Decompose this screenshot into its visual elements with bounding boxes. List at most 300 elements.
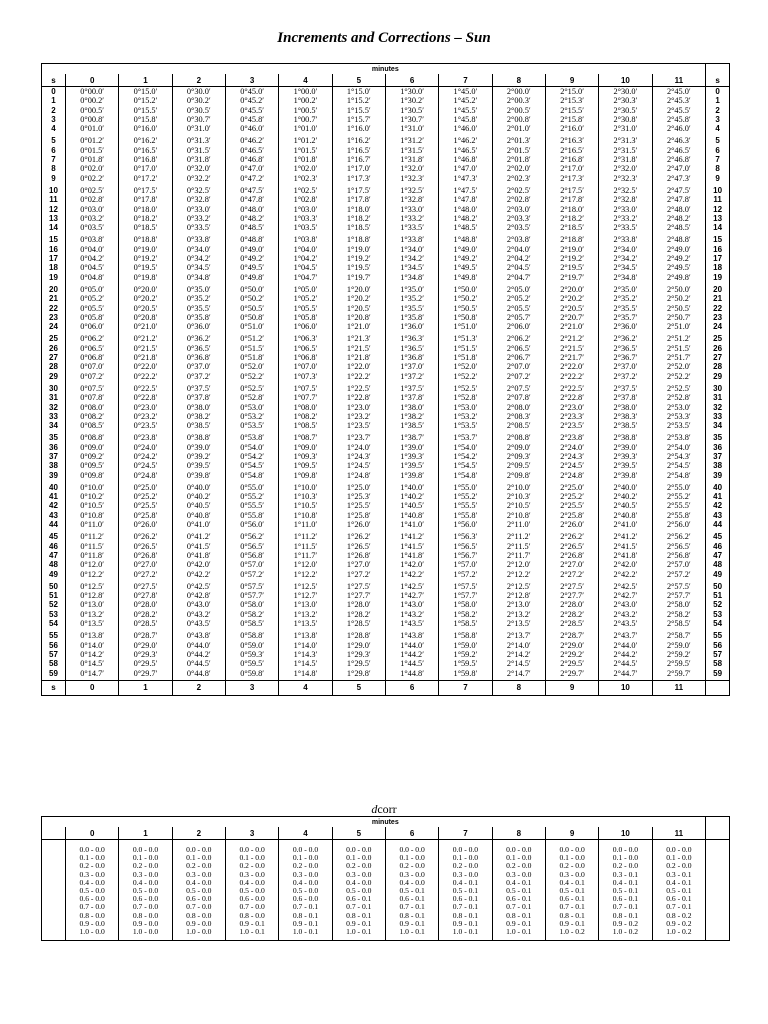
increment-cell: 0°59.8′: [225, 669, 278, 681]
table-row: [42, 313, 730, 322]
increment-cell: 2°22.2′: [545, 372, 598, 381]
table-row: [42, 322, 730, 331]
seconds-cell: 41: [49, 492, 58, 502]
increment-cell: 1°21.5′: [332, 344, 385, 353]
increment-cell: 0°55.5′: [225, 501, 278, 510]
increment-cell: 2°54.3′: [652, 452, 705, 461]
increment-cell: 2°40.5′: [599, 501, 652, 510]
increment-cell: 1°38.0′: [385, 403, 438, 412]
correction-cell: 0.7 - 0.0: [66, 903, 119, 911]
minutes-label: minutes: [371, 65, 399, 73]
correction-cell: 0.3 - 0.0: [545, 871, 598, 879]
increment-cell: 0°37.5′: [172, 381, 225, 393]
increment-cell: 0°30.7′: [172, 115, 225, 124]
seconds-cell: 48: [49, 560, 58, 570]
increment-cell: 1°21.3′: [332, 331, 385, 343]
increment-cell: 2°19.5′: [545, 263, 598, 272]
correction-cell: 0.7 - 0.0: [225, 903, 278, 911]
increment-cell: 2°20.5′: [545, 304, 598, 313]
increment-cell: 2°46.5′: [652, 146, 705, 155]
increment-cell: 2°41.0′: [599, 520, 652, 529]
increment-cell: 2°06.2′: [492, 331, 545, 343]
correction-cell: 0.8 - 0.0: [172, 912, 225, 920]
increment-cell: 0°11.2′: [66, 529, 119, 541]
table-row: [42, 669, 730, 681]
increment-cell: 0°19.0′: [119, 245, 172, 254]
increment-cell: 1°00.7′: [279, 115, 332, 124]
increment-cell: 0°12.5′: [66, 579, 119, 591]
increment-cell: 2°24.3′: [545, 452, 598, 461]
increment-cell: 0°39.0′: [172, 443, 225, 452]
increment-cell: 1°28.2′: [332, 610, 385, 619]
increment-cell: 1°30.2′: [385, 96, 438, 105]
increment-cell: 1°59.2′: [439, 650, 492, 659]
increment-cell: 2°14.0′: [492, 641, 545, 650]
correction-cell: 0.8 - 0.1: [599, 912, 652, 920]
correction-cell: 0.1 - 0.0: [439, 854, 492, 862]
increment-cell: 1°32.3′: [385, 174, 438, 183]
increment-cell: 2°36.5′: [599, 344, 652, 353]
increment-cell: 2°05.0′: [492, 282, 545, 294]
table-row: [42, 304, 730, 313]
minute-column-header: 0: [66, 680, 119, 695]
seconds-cell: 12: [49, 204, 58, 214]
increment-cell: 1°25.0′: [332, 480, 385, 492]
seconds-cell: 6: [706, 146, 730, 155]
increment-cell: 1°58.8′: [439, 628, 492, 640]
increment-cell: 0°26.8′: [119, 551, 172, 560]
increment-cell: 0°05.5′: [66, 304, 119, 313]
increment-cell: 0°57.0′: [225, 560, 278, 569]
increment-cell: 2°55.0′: [652, 480, 705, 492]
minute-column-header: 2: [172, 827, 225, 840]
increment-cell: 2°11.7′: [492, 551, 545, 560]
increment-cell: 2°17.0′: [545, 164, 598, 173]
increment-cell: 0°07.8′: [66, 393, 119, 402]
increment-cell: 1°40.2′: [385, 492, 438, 501]
increment-cell: 0°27.8′: [119, 591, 172, 600]
increment-cell: 2°42.5′: [599, 579, 652, 591]
increment-cell: 1°58.5′: [439, 619, 492, 628]
correction-cell: 0.2 - 0.0: [172, 862, 225, 870]
correction-cell: 0.8 - 0.0: [66, 912, 119, 920]
table-row: [42, 443, 730, 452]
table-row: [42, 492, 730, 501]
increment-cell: 1°54.5′: [439, 461, 492, 470]
increment-cell: 0°29.3′: [119, 650, 172, 659]
increment-cell: 2°12.0′: [492, 560, 545, 569]
increment-cell: 2°55.8′: [652, 511, 705, 520]
dcorr-heading-rest: corr: [377, 802, 397, 816]
increment-cell: 1°53.0′: [439, 403, 492, 412]
table-row: [42, 895, 730, 903]
increment-cell: 1°35.2′: [385, 294, 438, 303]
correction-cell: 1.0 - 0.0: [66, 928, 119, 941]
increment-cell: 2°14.2′: [492, 650, 545, 659]
seconds-cell: 12: [706, 205, 730, 214]
correction-cell: 0.4 - 0.0: [172, 879, 225, 887]
increment-cell: 2°55.5′: [652, 501, 705, 510]
increment-cell: 2°08.8′: [492, 430, 545, 442]
increment-cell: 0°48.2′: [225, 214, 278, 223]
increment-cell: 1°53.5′: [439, 421, 492, 430]
increment-cell: 0°24.8′: [119, 471, 172, 480]
seconds-cell: 11: [706, 195, 730, 204]
increment-cell: 2°20.0′: [545, 282, 598, 294]
increment-cell: 1°11.7′: [279, 551, 332, 560]
seconds-cell: 18: [706, 263, 730, 272]
header-spacer: [706, 817, 730, 828]
increment-cell: 2°45.0′: [652, 87, 705, 97]
increment-cell: 2°45.8′: [652, 115, 705, 124]
correction-cell: 0.7 - 0.1: [492, 903, 545, 911]
increment-cell: 0°04.2′: [66, 254, 119, 263]
correction-cell: 0.5 - 0.1: [599, 887, 652, 895]
increment-cell: 0°29.0′: [119, 641, 172, 650]
seconds-cell: 45: [706, 529, 730, 541]
increment-cell: 2°14.5′: [492, 659, 545, 668]
corr-side-cell: [706, 862, 730, 870]
minute-column-header: 5: [332, 74, 385, 87]
seconds-cell: 34: [706, 421, 730, 430]
increment-cell: 2°17.5′: [545, 183, 598, 195]
increment-cell: 0°29.7′: [119, 669, 172, 681]
increment-cell: 2°47.3′: [652, 174, 705, 183]
seconds-cell: 35: [706, 430, 730, 442]
increment-cell: 0°49.0′: [225, 245, 278, 254]
increment-cell: 0°23.0′: [119, 403, 172, 412]
increment-cell: 0°44.5′: [172, 659, 225, 668]
seconds-cell: 28: [49, 362, 58, 372]
increment-cell: 2°53.8′: [652, 430, 705, 442]
increment-cell: 1°10.5′: [279, 501, 332, 510]
increment-cell: 1°46.0′: [439, 124, 492, 133]
increment-cell: 0°56.5′: [225, 542, 278, 551]
increment-cell: 2°33.5′: [599, 223, 652, 232]
increment-cell: 2°45.3′: [652, 96, 705, 105]
table-row: [42, 920, 730, 928]
increment-cell: 0°44.8′: [172, 669, 225, 681]
increment-cell: 2°26.8′: [545, 551, 598, 560]
seconds-cell: 29: [706, 372, 730, 381]
increment-cell: 2°50.5′: [652, 304, 705, 313]
increment-cell: 1°13.8′: [279, 628, 332, 640]
increment-cell: 2°38.5′: [599, 421, 652, 430]
seconds-cell: 3: [706, 115, 730, 124]
correction-cell: 0.1 - 0.0: [225, 854, 278, 862]
correction-cell: 0.0 - 0.0: [385, 840, 438, 855]
increment-cell: 1°29.8′: [332, 669, 385, 681]
corr-side-cell: [706, 895, 730, 903]
seconds-cell: 26: [706, 344, 730, 353]
increment-cell: 0°22.5′: [119, 381, 172, 393]
correction-cell: 1.0 - 0.1: [225, 928, 278, 941]
increment-cell: 0°10.8′: [66, 511, 119, 520]
increment-cell: 1°52.8′: [439, 393, 492, 402]
corr-side-cell: [42, 920, 66, 928]
increment-cell: 2°31.0′: [599, 124, 652, 133]
increment-cell: 1°27.2′: [332, 570, 385, 579]
increment-cell: 0°52.5′: [225, 381, 278, 393]
increment-cell: 0°49.8′: [225, 273, 278, 282]
increment-cell: 1°49.0′: [439, 245, 492, 254]
seconds-cell: 5: [706, 133, 730, 145]
increment-cell: 2°25.8′: [545, 511, 598, 520]
increment-cell: 0°45.8′: [225, 115, 278, 124]
correction-cell: 0.6 - 0.1: [492, 895, 545, 903]
table-row: [42, 452, 730, 461]
increment-cell: 1°43.2′: [385, 610, 438, 619]
increment-cell: 1°50.2′: [439, 294, 492, 303]
increment-cell: 0°41.5′: [172, 542, 225, 551]
increment-cell: 0°35.8′: [172, 313, 225, 322]
minute-column-header: 0: [66, 74, 119, 87]
increment-cell: 2°06.0′: [492, 322, 545, 331]
increment-cell: 0°52.8′: [225, 393, 278, 402]
increment-cell: 1°44.0′: [385, 641, 438, 650]
increment-cell: 2°57.2′: [652, 570, 705, 579]
increment-cell: 1°15.0′: [332, 87, 385, 97]
increment-cell: 2°03.0′: [492, 205, 545, 214]
increment-cell: 2°41.8′: [599, 551, 652, 560]
increment-cell: 1°59.5′: [439, 659, 492, 668]
increment-cell: 1°34.0′: [385, 245, 438, 254]
minute-column-header: 9: [545, 74, 598, 87]
increment-cell: 1°54.0′: [439, 443, 492, 452]
seconds-cell: 9: [51, 173, 56, 183]
seconds-cell: 40: [706, 480, 730, 492]
increment-cell: 2°44.0′: [599, 641, 652, 650]
increment-cell: 0°13.0′: [66, 600, 119, 609]
increment-cell: 1°36.5′: [385, 344, 438, 353]
increment-cell: 2°33.2′: [599, 214, 652, 223]
increment-cell: 1°07.7′: [279, 393, 332, 402]
increment-cell: 0°27.2′: [119, 570, 172, 579]
increment-cell: 1°25.3′: [332, 492, 385, 501]
table-row: [42, 471, 730, 480]
corr-side-cell: [706, 840, 730, 855]
correction-cell: 0.0 - 0.0: [545, 840, 598, 855]
correction-cell: 0.7 - 0.1: [332, 903, 385, 911]
increment-cell: 2°33.0′: [599, 205, 652, 214]
correction-cell: 0.8 - 0.1: [545, 912, 598, 920]
seconds-cell: 51: [49, 591, 58, 601]
increment-cell: 2°37.0′: [599, 362, 652, 371]
increment-cell: 1°58.0′: [439, 600, 492, 609]
seconds-cell: 44: [706, 520, 730, 529]
correction-cell: 0.5 - 0.0: [119, 887, 172, 895]
correction-cell: 0.1 - 0.0: [492, 854, 545, 862]
increment-cell: 0°10.5′: [66, 501, 119, 510]
seconds-cell: 32: [49, 402, 58, 412]
increment-cell: 2°24.5′: [545, 461, 598, 470]
increment-cell: 2°20.2′: [545, 294, 598, 303]
increment-cell: 2°23.5′: [545, 421, 598, 430]
increment-cell: 0°15.2′: [119, 96, 172, 105]
increment-cell: 0°51.0′: [225, 322, 278, 331]
increment-cell: 2°46.3′: [652, 133, 705, 145]
increment-cell: 0°40.8′: [172, 511, 225, 520]
correction-cell: 0.2 - 0.0: [332, 862, 385, 870]
seconds-cell: 52: [706, 600, 730, 609]
increment-cell: 2°56.0′: [652, 520, 705, 529]
increment-cell: 0°14.0′: [66, 641, 119, 650]
increment-cell: 0°37.8′: [172, 393, 225, 402]
increment-cell: 0°33.5′: [172, 223, 225, 232]
increment-cell: 0°42.2′: [172, 570, 225, 579]
increment-cell: 2°23.0′: [545, 403, 598, 412]
seconds-cell: 37: [706, 452, 730, 461]
increment-cell: 0°39.2′: [172, 452, 225, 461]
increment-cell: 2°43.7′: [599, 628, 652, 640]
increment-cell: 2°06.5′: [492, 344, 545, 353]
correction-cell: 0.9 - 0.2: [652, 920, 705, 928]
correction-cell: 0.7 - 0.1: [439, 903, 492, 911]
increment-cell: 0°49.5′: [225, 263, 278, 272]
increment-cell: 1°37.5′: [385, 381, 438, 393]
increment-cell: 1°01.2′: [279, 133, 332, 145]
correction-cell: 0.0 - 0.0: [279, 840, 332, 855]
increment-cell: 2°19.7′: [545, 273, 598, 282]
increment-cell: 0°12.2′: [66, 570, 119, 579]
increment-cell: 1°57.0′: [439, 560, 492, 569]
increment-cell: 2°48.5′: [652, 223, 705, 232]
increment-cell: 2°09.3′: [492, 452, 545, 461]
seconds-header: s: [42, 74, 66, 87]
increment-cell: 0°25.8′: [119, 511, 172, 520]
minute-column-header: 10: [599, 680, 652, 695]
increment-cell: 0°27.5′: [119, 579, 172, 591]
increment-cell: 1°34.5′: [385, 263, 438, 272]
correction-cell: 0.4 - 0.0: [332, 879, 385, 887]
seconds-cell: 3: [51, 114, 56, 124]
table-row: [42, 372, 730, 381]
table-row: [42, 87, 730, 97]
correction-cell: 0.9 - 0.1: [492, 920, 545, 928]
increment-cell: 0°57.7′: [225, 591, 278, 600]
seconds-cell: 55: [49, 631, 58, 641]
increment-cell: 1°18.0′: [332, 205, 385, 214]
increment-cell: 1°33.8′: [385, 232, 438, 244]
seconds-cell: 1: [51, 96, 56, 106]
increment-cell: 0°48.8′: [225, 232, 278, 244]
correction-cell: 0.5 - 0.0: [66, 887, 119, 895]
increment-cell: 1°19.2′: [332, 254, 385, 263]
increment-cell: 1°05.2′: [279, 294, 332, 303]
increment-cell: 0°26.2′: [119, 529, 172, 541]
increment-cell: 2°18.5′: [545, 223, 598, 232]
seconds-cell: 37: [49, 451, 58, 461]
seconds-cell: 54: [49, 619, 58, 629]
increment-cell: 0°09.0′: [66, 443, 119, 452]
increment-cell: 1°47.8′: [439, 195, 492, 204]
increment-cell: 1°14.8′: [279, 669, 332, 681]
increment-cell: 2°12.8′: [492, 591, 545, 600]
increment-cell: 1°40.8′: [385, 511, 438, 520]
increment-cell: 1°34.2′: [385, 254, 438, 263]
seconds-cell: 19: [49, 272, 58, 282]
increment-cell: 1°22.8′: [332, 393, 385, 402]
seconds-cell: 19: [706, 273, 730, 282]
seconds-cell: 50: [706, 579, 730, 591]
increment-cell: 0°52.0′: [225, 362, 278, 371]
table-row: [42, 520, 730, 529]
correction-cell: 0.2 - 0.0: [439, 862, 492, 870]
increment-cell: 1°39.3′: [385, 452, 438, 461]
increment-cell: 1°57.5′: [439, 579, 492, 591]
increment-cell: 1°21.8′: [332, 353, 385, 362]
correction-cell: 1.0 - 0.1: [492, 928, 545, 941]
increment-cell: 1°33.2′: [385, 214, 438, 223]
increment-cell: 0°36.8′: [172, 353, 225, 362]
increment-cell: 1°07.3′: [279, 372, 332, 381]
increment-cell: 2°38.0′: [599, 403, 652, 412]
increment-cell: 0°10.2′: [66, 492, 119, 501]
increment-cell: 2°22.0′: [545, 362, 598, 371]
corr-side-cell: [42, 903, 66, 911]
correction-cell: 1.0 - 0.2: [652, 928, 705, 941]
correction-cell: 0.9 - 0.0: [119, 920, 172, 928]
seconds-cell: 51: [706, 591, 730, 600]
increment-cell: 2°32.0′: [599, 164, 652, 173]
increment-cell: 2°24.8′: [545, 471, 598, 480]
correction-cell: 0.1 - 0.0: [545, 854, 598, 862]
increment-cell: 0°26.5′: [119, 542, 172, 551]
correction-cell: 0.2 - 0.0: [492, 862, 545, 870]
increment-cell: 0°41.8′: [172, 551, 225, 560]
increment-cell: 1°20.0′: [332, 282, 385, 294]
correction-cell: 0.4 - 0.1: [492, 879, 545, 887]
corr-side-cell: [706, 903, 730, 911]
correction-cell: 0.1 - 0.0: [652, 854, 705, 862]
table-row: [42, 412, 730, 421]
increment-cell: 0°35.2′: [172, 294, 225, 303]
table-row: [42, 362, 730, 371]
correction-cell: 0.4 - 0.0: [225, 879, 278, 887]
seconds-cell: 55: [706, 628, 730, 640]
increment-cell: 2°34.0′: [599, 245, 652, 254]
increment-cell: 1°22.0′: [332, 362, 385, 371]
increment-cell: 0°13.5′: [66, 619, 119, 628]
increment-cell: 2°02.5′: [492, 183, 545, 195]
increment-cell: 0°03.5′: [66, 223, 119, 232]
increment-cell: 0°46.0′: [225, 124, 278, 133]
increment-cell: 2°32.8′: [599, 195, 652, 204]
table-row: [42, 183, 730, 195]
increment-cell: 1°22.2′: [332, 372, 385, 381]
increment-cell: 1°00.0′: [279, 87, 332, 97]
increment-cell: 1°11.5′: [279, 542, 332, 551]
increment-cell: 0°18.2′: [119, 214, 172, 223]
seconds-cell: 14: [49, 223, 58, 233]
increment-cell: 0°16.5′: [119, 146, 172, 155]
increment-cell: 0°24.5′: [119, 461, 172, 470]
increment-cell: 0°36.5′: [172, 344, 225, 353]
minute-column-header: 5: [332, 680, 385, 695]
correction-cell: 0.9 - 0.2: [599, 920, 652, 928]
seconds-cell: 0: [51, 87, 56, 96]
increment-cell: 0°46.5′: [225, 146, 278, 155]
increment-cell: 2°02.8′: [492, 195, 545, 204]
increment-cell: 1°19.7′: [332, 273, 385, 282]
corr-side-cell: [706, 887, 730, 895]
increment-cell: 2°05.2′: [492, 294, 545, 303]
increment-cell: 1°19.5′: [332, 263, 385, 272]
increment-cell: 2°23.8′: [545, 430, 598, 442]
increment-cell: 0°03.8′: [66, 232, 119, 244]
corr-side-cell: [42, 928, 66, 941]
increment-cell: 1°32.8′: [385, 195, 438, 204]
